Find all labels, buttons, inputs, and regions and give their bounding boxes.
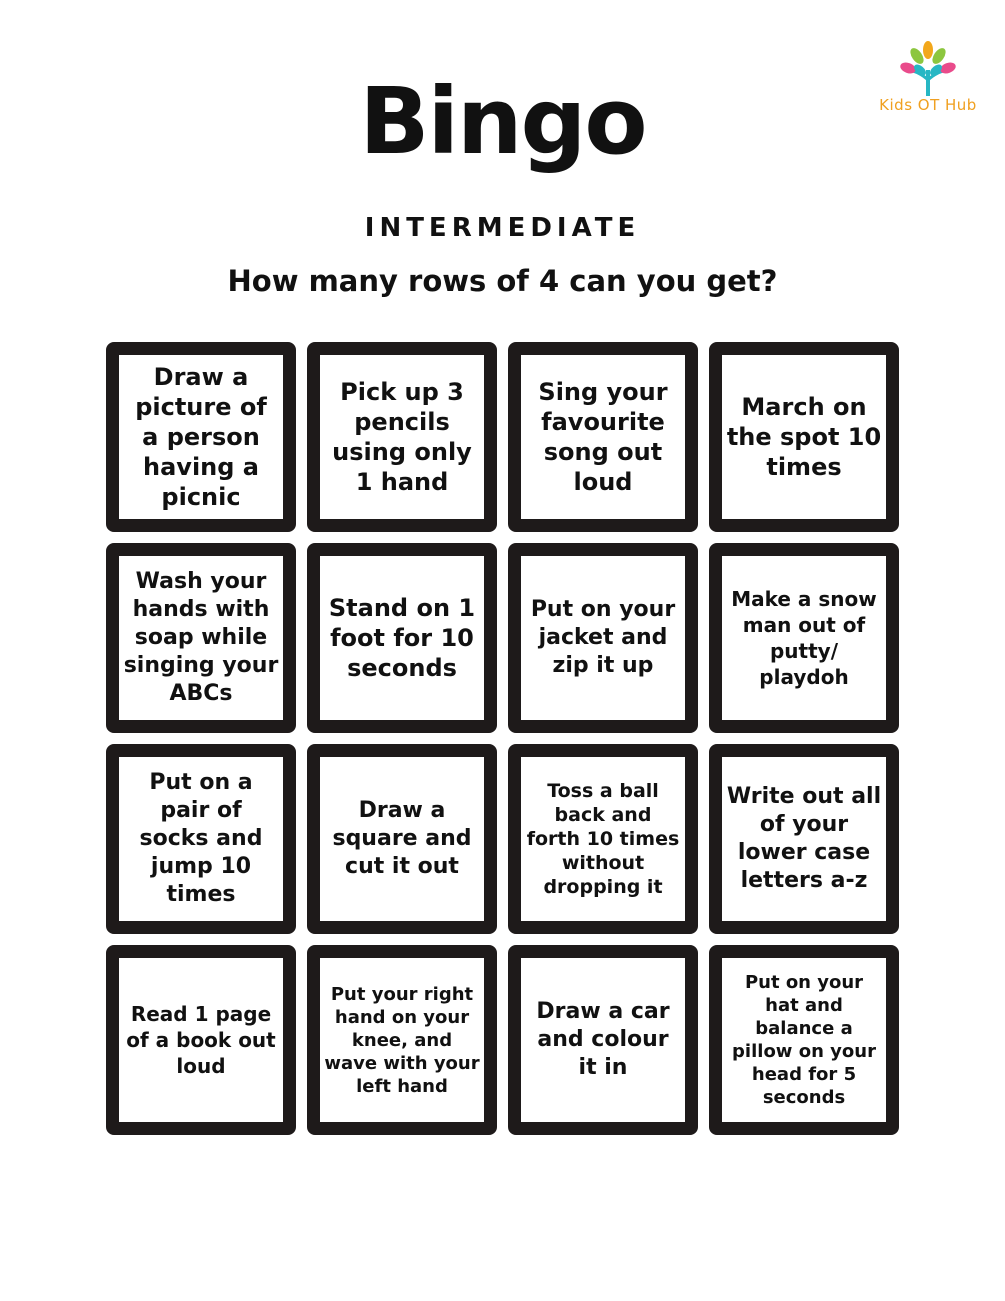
card-text: March on the spot 10 times <box>726 393 882 481</box>
card-text: Put on your hat and balance a pillow on your head for 5 seconds <box>732 972 876 1108</box>
card-text: Write out all of your lower case letters a-z <box>726 784 882 893</box>
bingo-card[interactable] <box>508 744 698 934</box>
kids-ot-hub-logo <box>868 40 988 120</box>
instruction-question: How many rows of 4 can you get? <box>227 264 778 298</box>
card-text: Stand on 1 foot for 10 seconds <box>328 594 476 682</box>
difficulty-level: INTERMEDIATE <box>364 213 641 243</box>
card-text: Draw a square and cut it out <box>332 798 472 879</box>
bingo-card[interactable] <box>106 342 296 532</box>
bingo-card[interactable] <box>307 945 497 1135</box>
bingo-card[interactable] <box>307 744 497 934</box>
bingo-card[interactable] <box>106 945 296 1135</box>
bingo-card[interactable] <box>709 543 899 733</box>
bingo-card[interactable] <box>307 543 497 733</box>
bingo-card[interactable] <box>508 342 698 532</box>
card-text: Read 1 page of a book out loud <box>126 1002 276 1078</box>
card-text: Wash your hands with soap while singing your ABCs <box>123 569 279 706</box>
card-text: Put on your jacket and zip it up <box>530 597 676 678</box>
card-text: Draw a car and colour it in <box>536 999 670 1080</box>
card-text: Draw a picture of a person having a picnic <box>135 363 267 511</box>
logo-text: Kids OT Hub <box>879 96 977 114</box>
bingo-card[interactable] <box>709 945 899 1135</box>
card-text: Toss a ball back and forth 10 times without dropping it <box>526 780 680 898</box>
card-text: Put your right hand on your knee, and wave with your left hand <box>324 983 480 1097</box>
card-text: Pick up 3 pencils using only 1 hand <box>332 378 472 496</box>
bingo-card[interactable] <box>508 543 698 733</box>
card-text: Sing your favourite song out loud <box>538 378 668 496</box>
card-text: Put on a pair of socks and jump 10 times <box>139 770 263 907</box>
bingo-card[interactable] <box>709 744 899 934</box>
bingo-card[interactable] <box>106 543 296 733</box>
bingo-card[interactable] <box>106 744 296 934</box>
card-text: Make a snow man out of putty/ playdoh <box>731 587 877 689</box>
bingo-card[interactable] <box>508 945 698 1135</box>
bingo-grid <box>106 342 900 1137</box>
bingo-card[interactable] <box>307 342 497 532</box>
tree-icon <box>898 40 958 96</box>
page-title: Bingo <box>359 68 646 175</box>
bingo-card[interactable] <box>709 342 899 532</box>
